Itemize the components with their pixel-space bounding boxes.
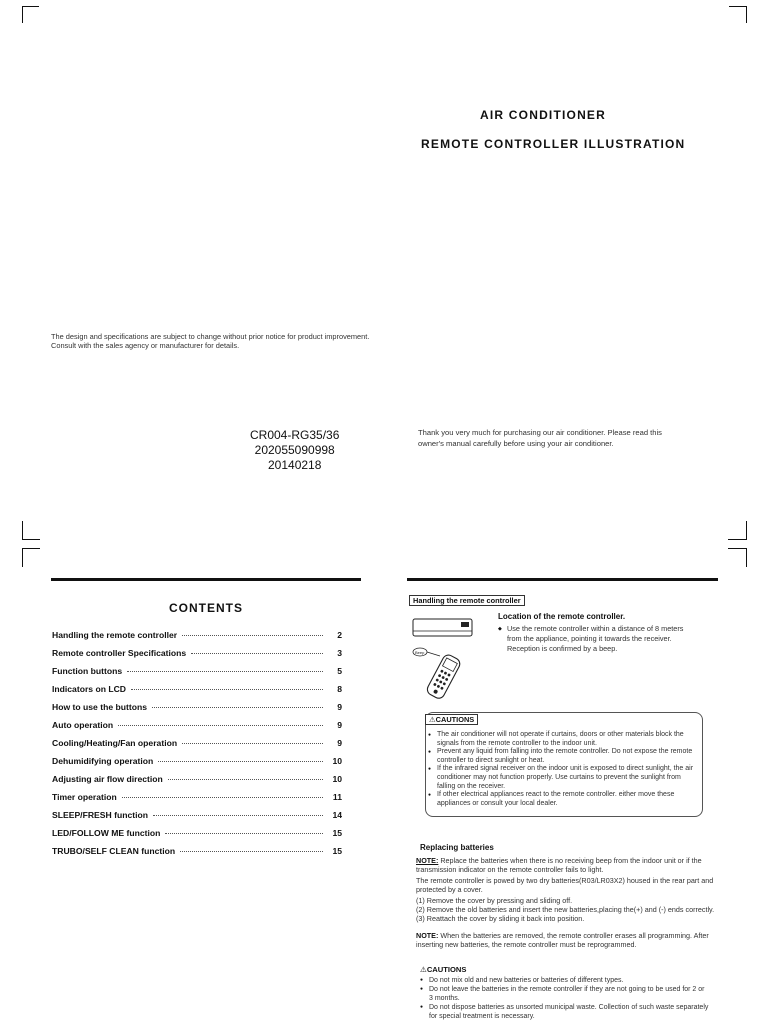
warning-icon: ⚠ [420,965,427,974]
caution-item: ● If other electrical appliances react to the remote controller. either move these appliances or consult your local dealer. [428,791,698,808]
toc-label: Remote controller Specifications [52,648,187,658]
toc-page: 10 [332,774,342,784]
note-label: NOTE: [416,931,439,940]
toc-leader [131,689,323,690]
crop-mark [746,6,747,23]
thank-you-text: Thank you very much for purchasing our air conditioner. Please read this owner's manual carefully before using your air conditioner. [418,428,662,448]
crop-mark [22,521,23,540]
location-title: Location of the remote controller. [498,612,626,621]
toc-label: Indicators on LCD [52,684,127,694]
toc-page: 10 [332,756,342,766]
caution-item: ● Do not leave the batteries in the remote controller if they are not going to be used for 2 or 3 months. [420,985,710,1003]
date-code: 20140218 [268,458,322,472]
battery-step: (2) Remove the old batteries and insert the new batteries,placing the(+) and (-) ends correctly. [416,905,715,914]
caution-item: ● Do not dispose batteries as unsorted municipal waste. Collection of such waste separately for special treatment is necessary. [420,1003,710,1021]
toc-page: 3 [337,648,342,658]
toc-leader [182,743,323,744]
beep-label: Beep [415,650,425,655]
toc-row [52,810,342,828]
battery-steps [416,896,718,923]
toc-label: Dehumidifying operation [52,756,154,766]
toc-leader [168,779,323,780]
toc-page: 9 [337,738,342,748]
toc-page: 11 [332,792,342,802]
cautions-list [428,731,698,808]
toc-label: Cooling/Heating/Fan operation [52,738,178,748]
section-tag-handling: Handling the remote controller [409,595,525,606]
caution-item: ● Prevent any liquid from falling into the remote controller. Do not expose the remote controller to direct sunlight or heat. [428,748,698,765]
toc-leader [152,707,323,708]
toc-leader [158,761,323,762]
note-text: When the batteries are removed, the remote controller erases all programming. After inserting new batteries, the remote controller must be reprogrammed. [416,931,709,949]
toc-label: LED/FOLLOW ME function [52,828,161,838]
crop-mark [728,539,746,540]
crop-mark [22,6,39,7]
toc-page: 15 [332,846,342,856]
note-replace [416,856,718,874]
crop-mark [729,6,746,7]
toc-row [52,774,342,792]
toc-label: Timer operation [52,792,117,802]
toc-label: How to use the buttons [52,702,148,712]
crop-mark [22,548,40,549]
toc-row [52,792,342,810]
indoor-unit-illustration [412,617,474,639]
toc-leader [118,725,323,726]
toc-leader [127,671,323,672]
toc-label: SLEEP/FRESH function [52,810,148,820]
toc-row [52,684,342,702]
table-of-contents [52,630,342,864]
section-rule-right [407,578,718,581]
contents-title: CONTENTS [169,601,243,615]
toc-page: 5 [337,666,342,676]
toc-leader [180,851,323,852]
remote-controller-illustration [412,645,470,703]
toc-row [52,828,342,846]
toc-page: 2 [337,630,342,640]
caution-item: ● If the infrared signal receiver on the indoor unit is exposed to direct sunlight, the air conditioner may not function properly. Use curtains to prevent the sunlight from falling on the receiver. [428,765,698,791]
location-bullet: ◆ Use the remote controller within a distance of 8 meters from the appliance, pointing it towards the receiver. Reception is confirmed by a beep. [498,624,698,654]
note-erase [416,931,718,949]
toc-page: 9 [337,702,342,712]
replacing-batteries-title: Replacing batteries [420,843,494,852]
model-codes [250,428,339,473]
toc-page: 8 [337,684,342,694]
toc-row [52,738,342,756]
toc-label: Function buttons [52,666,123,676]
model-code: CR004-RG35/36 [250,428,340,442]
toc-row [52,846,342,864]
cautions-label-text: CAUTIONS [435,715,475,724]
part-number: 202055090998 [254,443,335,457]
toc-leader [153,815,323,816]
toc-row [52,720,342,738]
note-label: NOTE: [416,856,439,865]
crop-mark [746,521,747,540]
cover-title-line1: AIR CONDITIONER [480,108,606,122]
caution-item: ● The air conditioner will not operate if curtains, doors or other materials block the signals from the remote controller to the indoor unit. [428,731,698,748]
battery-step: (1) Remove the cover by pressing and sliding off. [416,896,573,905]
crop-mark [22,548,23,567]
toc-row [52,666,342,684]
cover-title-line2: REMOTE CONTROLLER ILLUSTRATION [421,137,686,151]
battery-cautions-label [420,965,466,974]
toc-label: Handling the remote controller [52,630,178,640]
cautions-label [425,714,478,725]
battery-cautions-label-text: CAUTIONS [426,965,467,974]
battery-step: (3) Reattach the cover by sliding it back into position. [416,914,585,923]
toc-leader [191,653,323,654]
disclaimer-text: The design and specifications are subject to change without prior notice for product improvement. Consult with the sales agency or manufacturer for details. [51,332,370,350]
location-text [498,624,698,654]
crop-mark [728,548,746,549]
toc-row [52,756,342,774]
toc-label: Adjusting air flow direction [52,774,163,784]
toc-page: 9 [337,720,342,730]
toc-page: 14 [332,810,342,820]
powered-text: The remote controller is powed by two dry batteries(R03/LR03X2) housed in the rear part and protected by a cover. [416,876,714,894]
toc-page: 15 [332,828,342,838]
toc-row [52,630,342,648]
toc-leader [122,797,323,798]
warning-icon: ⚠ [429,715,436,724]
toc-label: TRUBO/SELF CLEAN function [52,846,176,856]
note-text: Replace the batteries when there is no receiving beep from the indoor unit or if the transmission indicator on the remote controller fails to light. [416,856,702,874]
toc-row [52,702,342,720]
toc-leader [165,833,323,834]
caution-item: ● Do not mix old and new batteries or batteries of different types. [420,976,710,985]
toc-leader [182,635,323,636]
toc-label: Auto operation [52,720,114,730]
toc-row [52,648,342,666]
crop-mark [746,548,747,567]
replacing-batteries-body [416,856,718,951]
crop-mark [22,6,23,23]
crop-mark [22,539,40,540]
section-rule-left [51,578,361,581]
battery-cautions-list [420,976,710,1021]
